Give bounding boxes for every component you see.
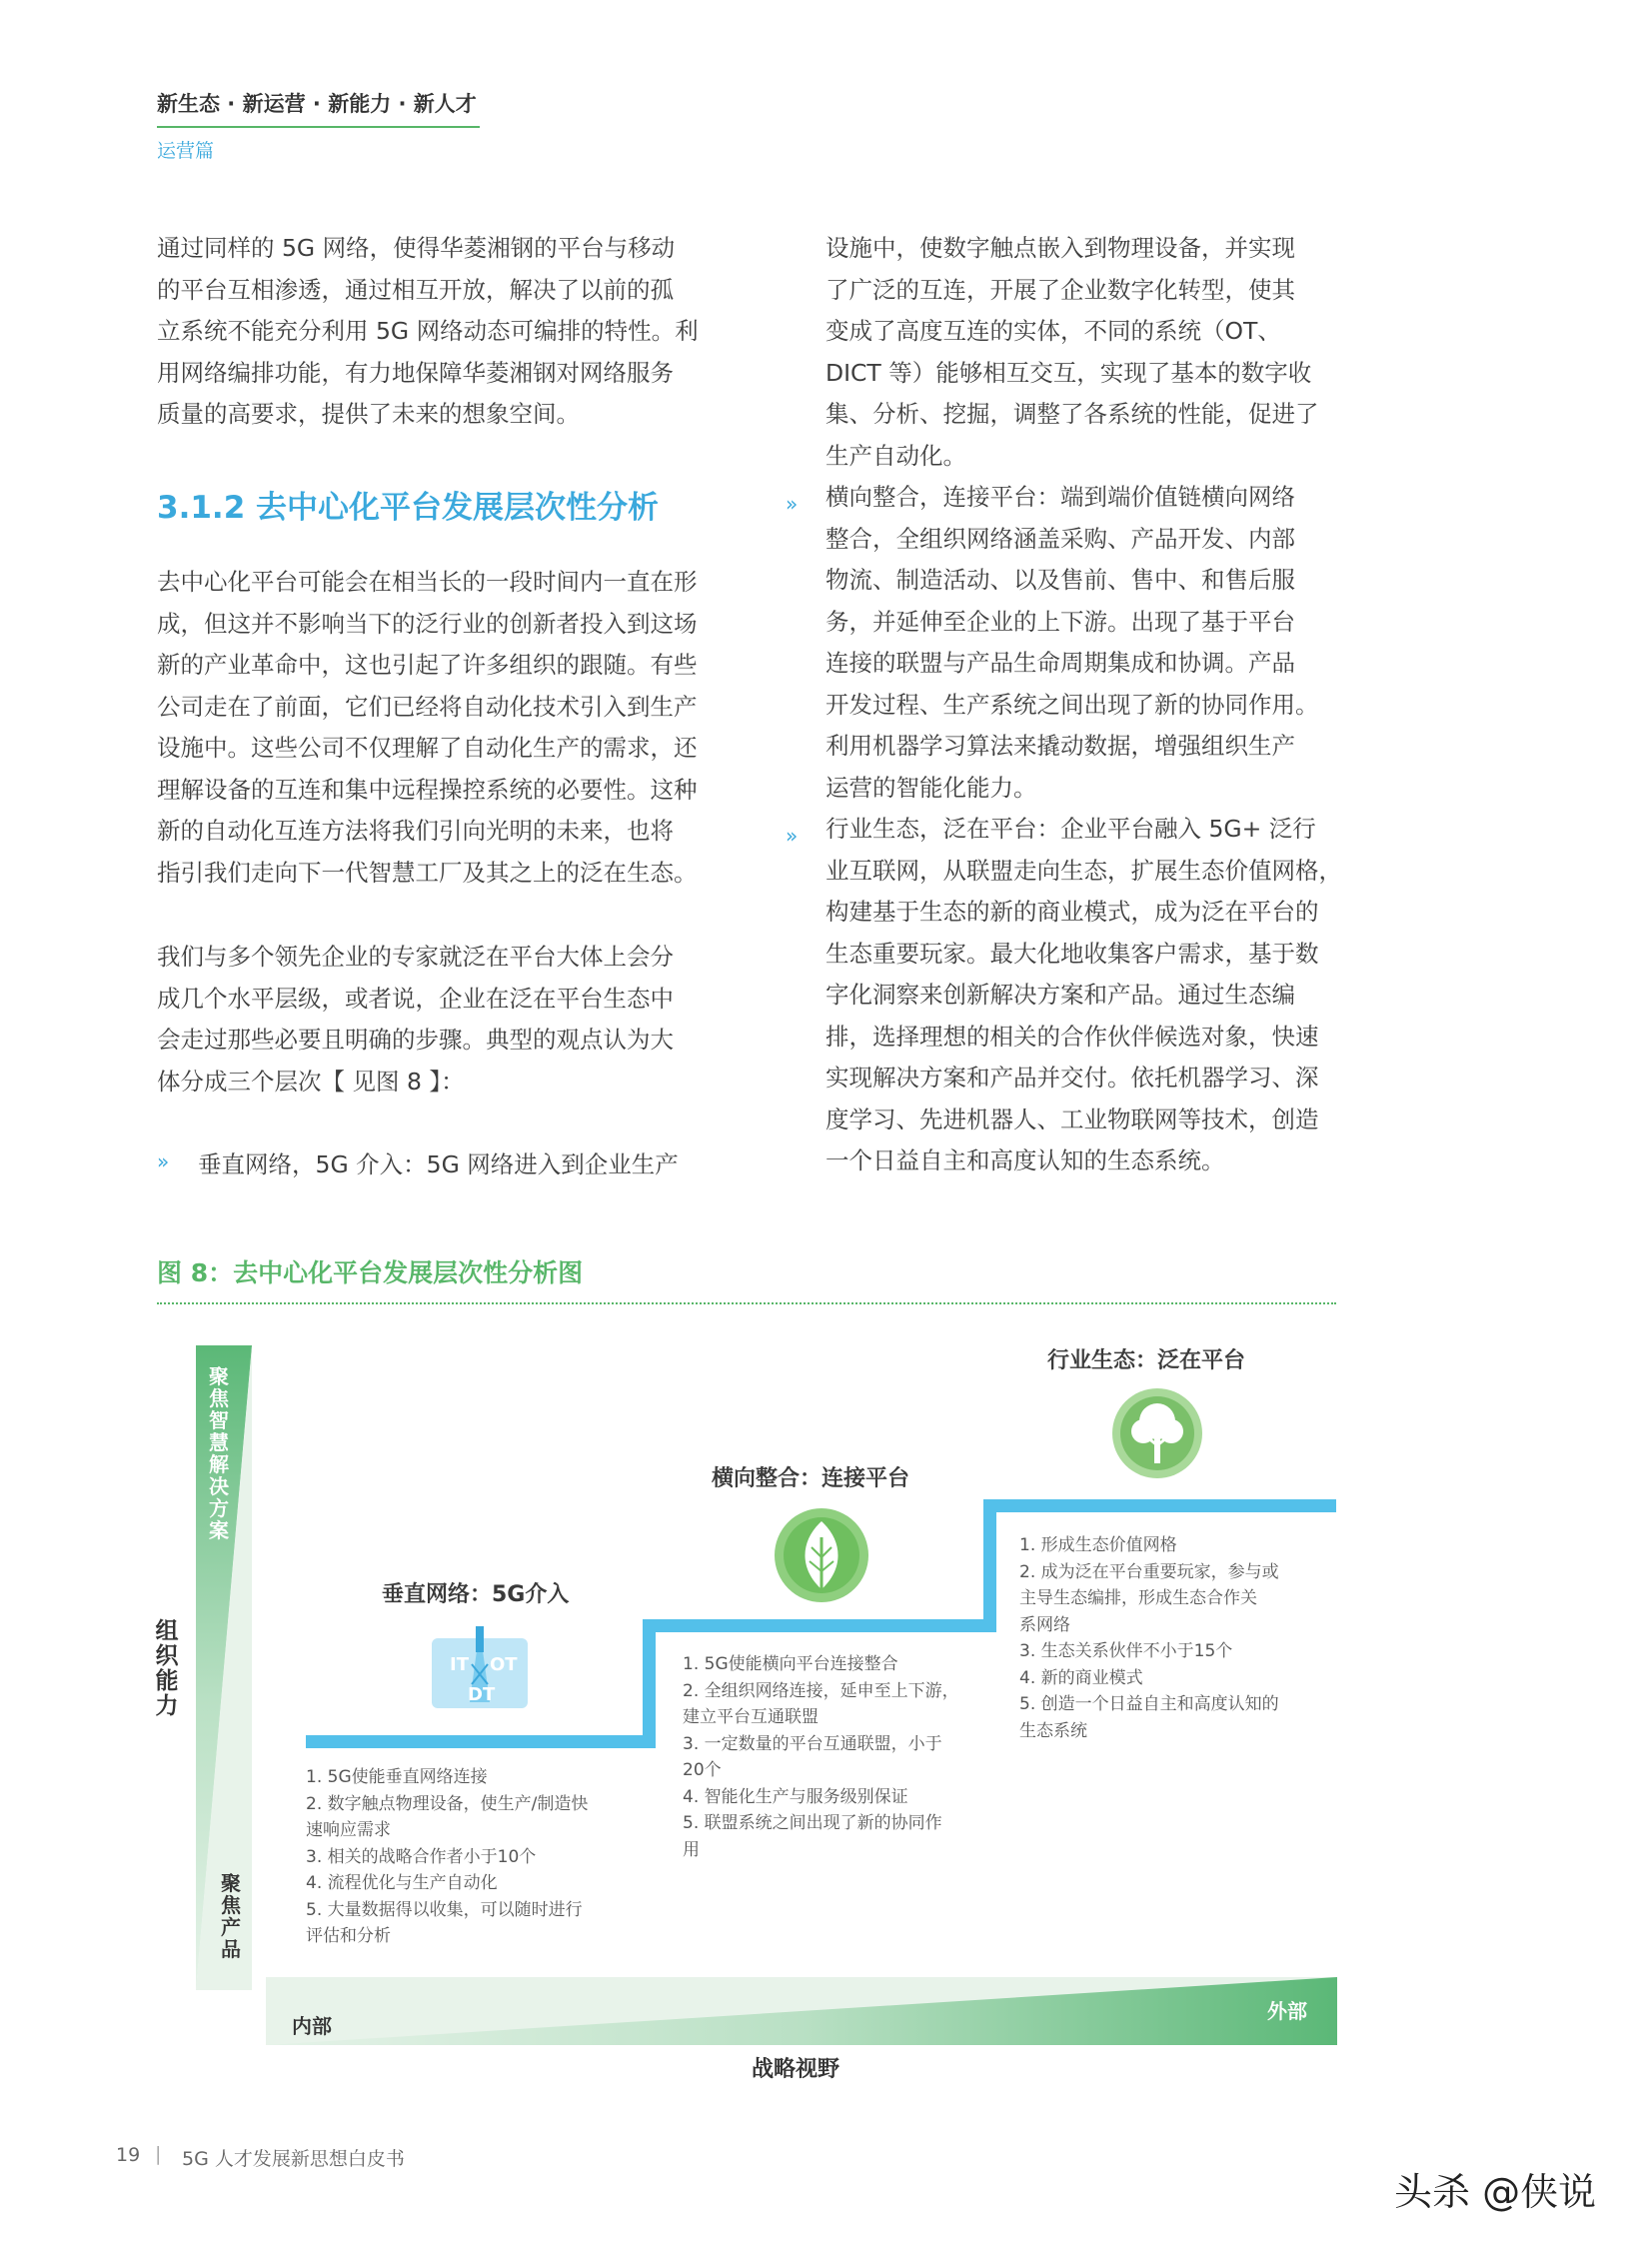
step-1-list — [306, 1764, 588, 1950]
text-line: 横向整合，连接平台：端到端价值链横向网络 — [826, 483, 1295, 511]
step-riser-1 — [643, 1619, 656, 1748]
leaf-icon — [774, 1507, 869, 1603]
list-item: 5. 联盟系统之间出现了新的协同作 — [683, 1813, 942, 1833]
text-line: 行业生态，泛在平台：企业平台融入 5G+ 泛行 — [826, 815, 1316, 843]
text-line: 构建基于生态的新的商业模式，成为泛在平台的 — [826, 898, 1319, 926]
bullet-2 — [826, 477, 1319, 809]
text-line: 去中心化平台可能会在相当长的一段时间内一直在形 — [157, 568, 698, 596]
text-line: 成几个水平层级，或者说，企业在泛在平台生态中 — [157, 984, 674, 1013]
text-line: 一个日益自主和高度认知的生态系统。 — [826, 1146, 1225, 1174]
text-line: 集、分析、挖掘，调整了各系统的性能，促进了 — [826, 400, 1319, 428]
list-item: 生态系统 — [1019, 1720, 1087, 1741]
text-line: 新的自动化互连方法将我们引向光明的未来，也将 — [157, 817, 674, 845]
icon-label-it: IT — [450, 1654, 469, 1675]
text-line: 整合，全组织网络涵盖采购、产品开发、内部 — [826, 524, 1295, 553]
text-line: 度学习、先进机器人、工业物联网等技术，创造 — [826, 1105, 1319, 1133]
text-line: 体分成三个层次【 见图 8 】： — [157, 1067, 465, 1096]
text-line: 字化洞察来创新解决方案和产品。通过生态编 — [826, 981, 1295, 1009]
text-line: 质量的高要求，提供了未来的想象空间。 — [157, 400, 580, 428]
paragraph-1 — [157, 228, 699, 436]
text-line: 生态重要玩家。最大化地收集客户需求，基于数 — [826, 939, 1319, 968]
bullet-marker: » — [786, 824, 799, 848]
icon-label-dt: DT — [468, 1684, 496, 1705]
list-item: 4. 流程优化与生产自动化 — [306, 1873, 498, 1893]
text-line: 业互联网，从联盟走向生态，扩展生态价值网格， — [826, 856, 1342, 885]
text-line: 成，但这并不影响当下的泛行业的创新者投入到这场 — [157, 609, 698, 638]
list-item: 1. 5G使能横向平台连接整合 — [683, 1654, 898, 1674]
step-3-title: 行业生态：泛在平台 — [1047, 1348, 1246, 1373]
list-item: 3. 相关的战略合作者小于10个 — [306, 1846, 537, 1867]
text-line: 的平台互相渗透，通过相互开放，解决了以前的孤 — [157, 275, 674, 304]
y-axis-bottom-label: 聚焦产品 — [221, 1871, 241, 1961]
figure-title-divider — [157, 1302, 1336, 1304]
text-line: 用网络编排功能，有力地保障华菱湘钢对网络服务 — [157, 358, 674, 387]
step-1-title: 垂直网络：5G介入 — [382, 1582, 570, 1607]
bullet-1-first-line: 垂直网络，5G 介入：5G 网络进入到企业生产 — [198, 1150, 679, 1178]
paragraph-3 — [157, 937, 674, 1103]
text-line: 理解设备的互连和集中远程操控系统的必要性。这种 — [157, 775, 698, 804]
text-line: 实现解决方案和产品并交付。依托机器学习、深 — [826, 1064, 1319, 1092]
step-3-list — [1019, 1532, 1279, 1744]
footer-doc-title: 5G 人才发展新思想白皮书 — [182, 2148, 405, 2170]
network-icon — [432, 1624, 528, 1714]
text-line: 设施中，使数字触点嵌入到物理设备，并实现 — [826, 234, 1295, 262]
step-2-line — [643, 1619, 988, 1632]
list-item: 3. 一定数量的平台互通联盟，小于 — [683, 1733, 942, 1754]
x-axis-right-label: 外部 — [1267, 1999, 1307, 2023]
horizontal-axis-wedge — [266, 1977, 1337, 2045]
x-axis-label: 战略视野 — [752, 2057, 840, 2082]
y-axis-label: 组织能力 — [155, 1618, 179, 1719]
step-2-title: 横向整合：连接平台 — [712, 1466, 910, 1491]
list-item: 3. 生态关系伙伴不小于15个 — [1019, 1641, 1233, 1661]
text-line: 新的产业革命中，这也引起了许多组织的跟随。有些 — [157, 651, 698, 679]
list-item: 4. 新的商业模式 — [1019, 1667, 1143, 1688]
list-item: 20个 — [683, 1760, 722, 1780]
text-line: 连接的联盟与产品生命周期集成和协调。产品 — [826, 649, 1295, 677]
y-axis-top-label: 聚焦智慧解决方案 — [209, 1364, 229, 1542]
list-item: 速响应需求 — [306, 1820, 391, 1840]
text-line: 运营的智能化能力。 — [826, 773, 1037, 802]
header-title: 新生态 · 新运营 · 新能力 · 新人才 — [157, 92, 477, 116]
list-item: 2. 全组织网络连接，延申至上下游， — [683, 1680, 959, 1701]
list-item: 5. 大量数据得以收集，可以随时进行 — [306, 1899, 583, 1920]
list-item: 2. 成为泛在平台重要玩家，参与或 — [1019, 1561, 1279, 1582]
step-2-list — [683, 1651, 959, 1863]
header-section-label: 运营篇 — [157, 140, 215, 162]
bullet-marker: » — [157, 1149, 170, 1173]
text-line: 开发过程、生产系统之间出现了新的协同作用。 — [826, 690, 1319, 719]
page-number: 19 — [116, 2144, 141, 2166]
text-line: 了广泛的互连，开展了企业数字化转型，使其 — [826, 275, 1295, 304]
text-line: DICT 等）能够相互交互，实现了基本的数字收 — [826, 358, 1312, 387]
footer-separator: | — [155, 2143, 162, 2165]
bullet-marker: » — [786, 492, 799, 516]
tree-icon — [1111, 1387, 1203, 1479]
header-divider — [157, 126, 480, 128]
list-item: 建立平台互通联盟 — [683, 1707, 819, 1727]
bullet-3 — [826, 809, 1342, 1182]
step-1-line — [306, 1735, 648, 1748]
list-item: 主导生态编排，形成生态合作关 — [1019, 1588, 1257, 1608]
text-line: 物流、制造活动、以及售前、售中、和售后服 — [826, 566, 1295, 594]
step-3-line — [983, 1499, 1336, 1512]
list-item: 1. 形成生态价值网格 — [1019, 1535, 1177, 1555]
list-item: 用 — [683, 1839, 700, 1860]
step-riser-2 — [983, 1499, 996, 1632]
text-line: 会走过那些必要且明确的步骤。典型的观点认为大 — [157, 1026, 674, 1054]
watermark: 头杀 @侠说 — [1394, 2170, 1597, 2214]
x-axis-left-label: 内部 — [292, 2014, 332, 2038]
list-item: 2. 数字触点物理设备，使生产/制造快 — [306, 1793, 589, 1814]
figure-title: 图 8：去中心化平台发展层次性分析图 — [157, 1258, 584, 1287]
section-heading: 3.1.2 去中心化平台发展层次性分析 — [157, 490, 660, 526]
text-line: 利用机器学习算法来撬动数据，增强组织生产 — [826, 732, 1295, 760]
text-line: 生产自动化。 — [826, 441, 966, 470]
text-line: 排，选择理想的相关的合作伙伴候选对象，快速 — [826, 1022, 1319, 1051]
text-line: 指引我们走向下一代智慧工厂及其之上的泛在生态。 — [157, 858, 698, 887]
list-item: 评估和分析 — [306, 1926, 391, 1946]
list-item: 4. 智能化生产与服务级别保证 — [683, 1786, 908, 1807]
list-item: 5. 创造一个日益自主和高度认知的 — [1019, 1694, 1279, 1714]
text-line: 设施中。这些公司不仅理解了自动化生产的需求，还 — [157, 734, 698, 762]
list-item: 系网络 — [1019, 1614, 1070, 1635]
icon-label-ot: OT — [490, 1654, 518, 1675]
text-line: 公司走在了前面，它们已经将自动化技术引入到生产 — [157, 692, 698, 721]
text-line: 立系统不能充分利用 5G 网络动态可编排的特性。利 — [157, 317, 699, 345]
text-line: 通过同样的 5G 网络，使得华菱湘钢的平台与移动 — [157, 234, 676, 262]
text-line: 务，并延伸至企业的上下游。出现了基于平台 — [826, 607, 1295, 636]
text-line: 我们与多个领先企业的专家就泛在平台大体上会分 — [157, 943, 674, 971]
list-item: 1. 5G使能垂直网络连接 — [306, 1767, 488, 1787]
text-line: 变成了高度互连的实体，不同的系统（OT、 — [826, 317, 1281, 345]
bullet-1-continuation — [826, 228, 1319, 477]
paragraph-2 — [157, 562, 698, 894]
